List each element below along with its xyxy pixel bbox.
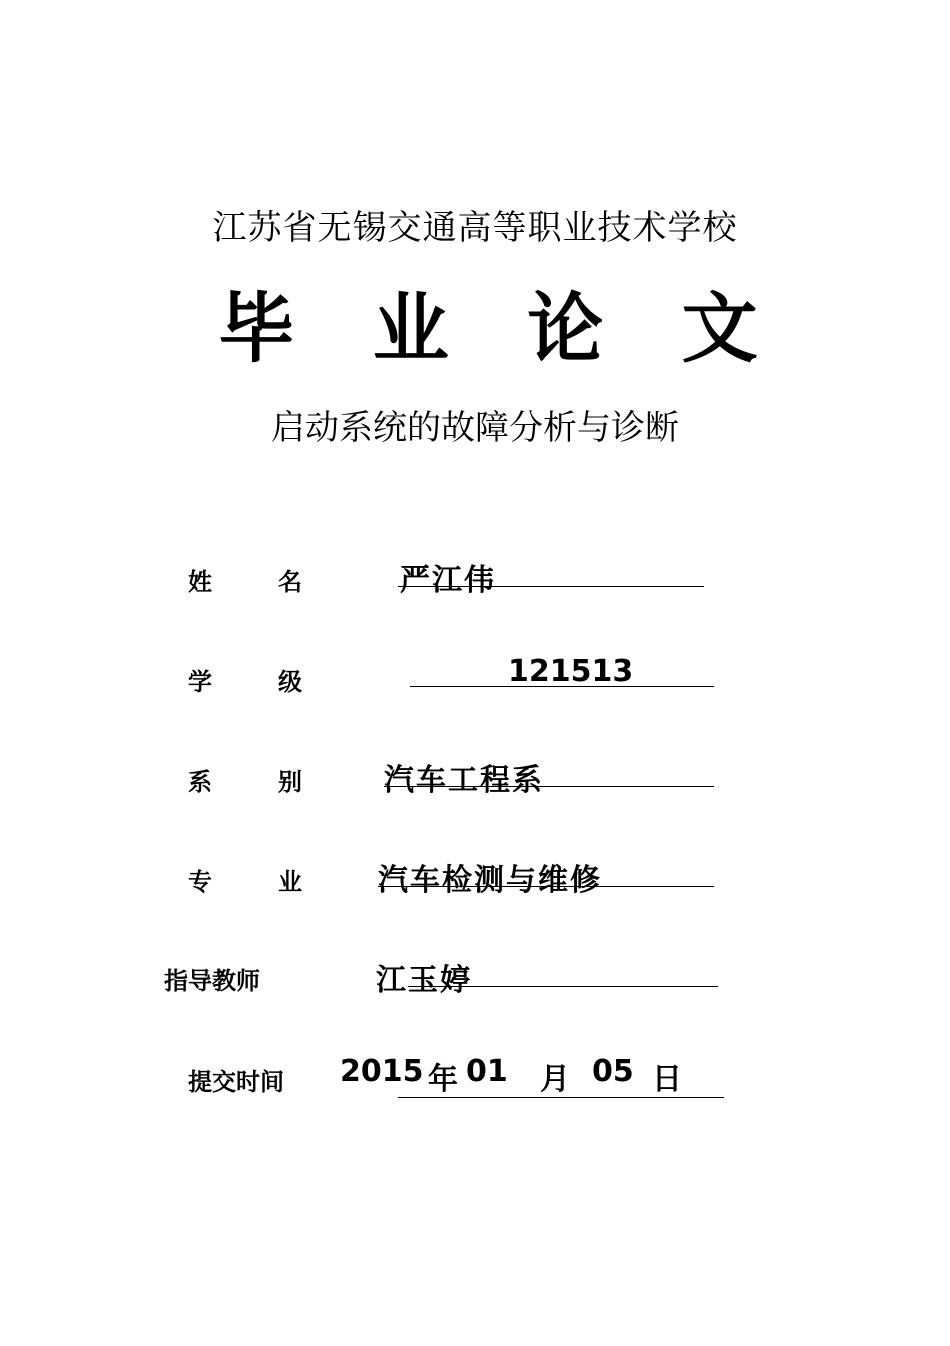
class-value: 121513 — [508, 654, 634, 689]
submit-day: 05 — [592, 1054, 634, 1089]
major-underline — [378, 886, 714, 887]
department-label-char-2: 别 — [278, 768, 302, 796]
name-underline — [398, 586, 704, 587]
submit-date-underline — [398, 1097, 724, 1098]
document-type-heading: 毕 业 论 文 — [218, 284, 784, 373]
school-name: 江苏省无锡交通高等职业技术学校 — [212, 208, 738, 248]
name-label-char-1: 姓 — [188, 568, 212, 596]
class-label-char-2: 级 — [278, 668, 302, 696]
advisor-label: 指导教师 — [164, 967, 260, 995]
class-underline — [410, 686, 714, 687]
advisor-value: 江玉婷 — [376, 963, 472, 998]
department-label-char-1: 系 — [188, 768, 212, 796]
class-label-char-1: 学 — [188, 668, 212, 696]
major-label-char-2: 业 — [278, 868, 302, 896]
major-value: 汽车检测与维修 — [378, 863, 602, 898]
submit-month: 01 — [466, 1054, 508, 1089]
advisor-underline — [408, 986, 718, 987]
submit-month-unit: 月 — [540, 1062, 570, 1097]
submit-date-label: 提交时间 — [188, 1068, 284, 1096]
submit-day-unit: 日 — [652, 1062, 682, 1097]
submit-year-unit: 年 — [428, 1062, 458, 1097]
department-underline — [384, 786, 714, 787]
name-label-char-2: 名 — [278, 568, 302, 596]
thesis-title: 启动系统的故障分析与诊断 — [271, 408, 679, 448]
name-value: 严江伟 — [400, 563, 496, 598]
major-label-char-1: 专 — [188, 868, 212, 896]
department-value: 汽车工程系 — [384, 763, 544, 798]
submit-year: 2015 — [340, 1054, 424, 1089]
